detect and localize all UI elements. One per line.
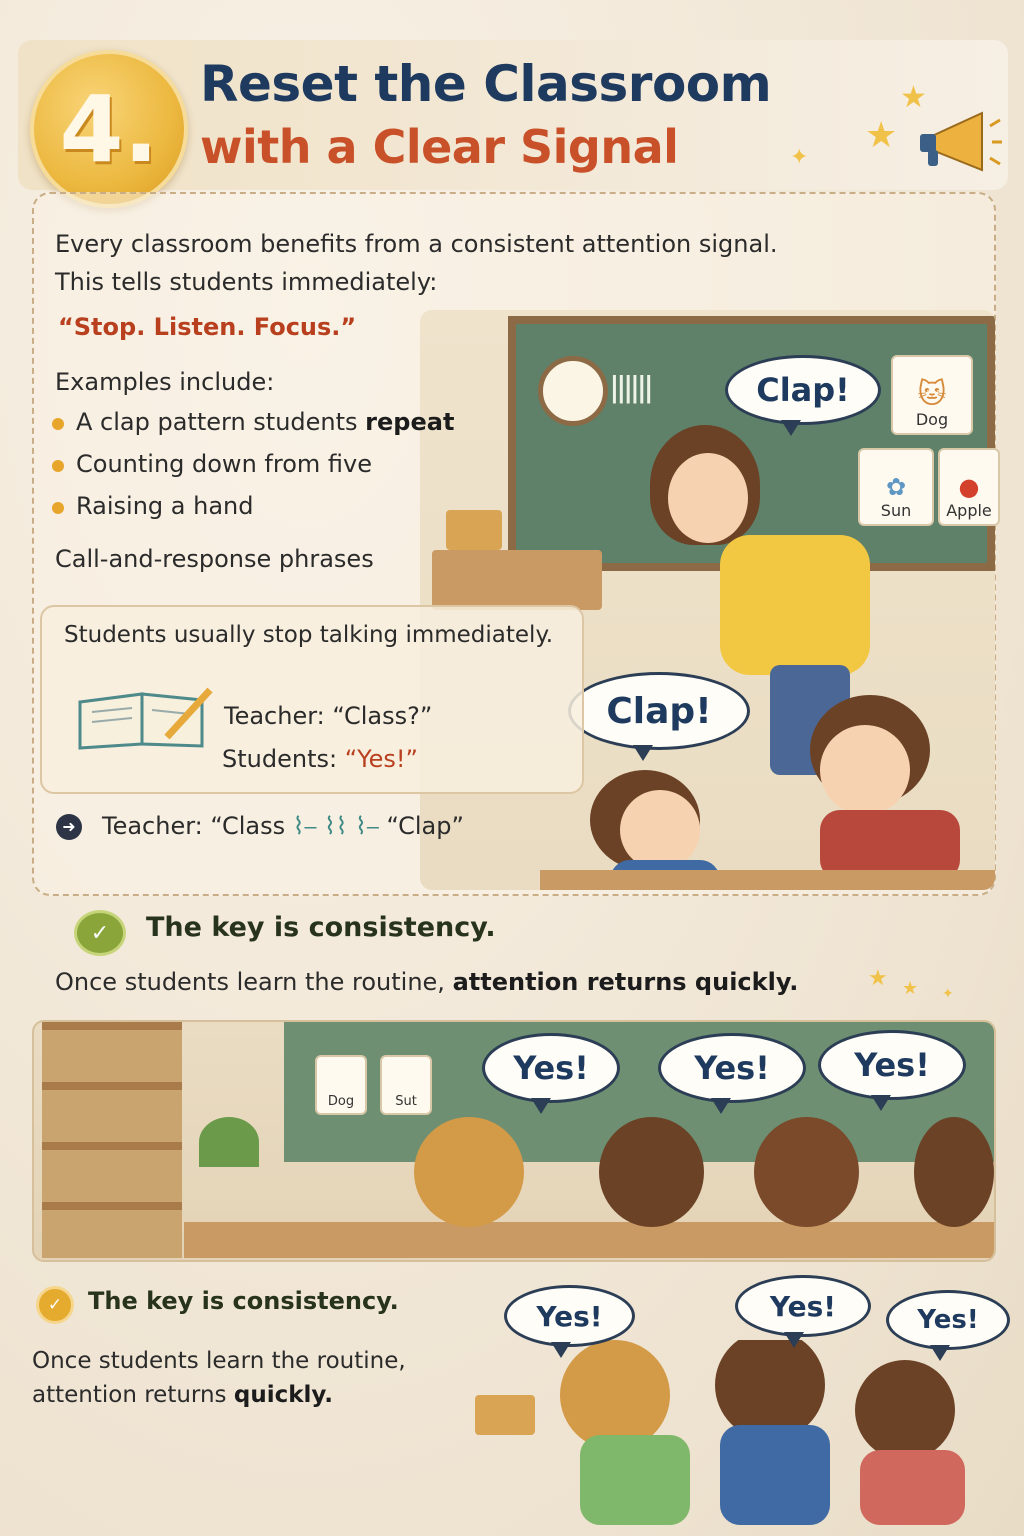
desk	[540, 870, 995, 890]
student-figure	[599, 1117, 704, 1227]
speech-bubble-yes: Yes!	[818, 1030, 966, 1100]
examples-heading: Examples include:	[55, 368, 275, 396]
star-icon: ✦	[942, 986, 954, 1002]
speech-bubble-clap: Clap!	[568, 672, 750, 750]
speech-bubble-clap: Clap!	[725, 355, 881, 425]
vocab-card-apple	[938, 448, 1000, 526]
speech-bubble-yes: Yes!	[482, 1033, 620, 1103]
apple-icon: ●	[958, 473, 980, 501]
pencil-cup-icon	[446, 510, 502, 550]
star-icon: ★	[868, 966, 888, 991]
bullet-dot	[52, 502, 64, 514]
vocab-card-dog	[315, 1055, 367, 1115]
student-figure	[800, 695, 960, 885]
student-shirt	[720, 1425, 830, 1525]
open-book-icon	[72, 682, 217, 752]
wall-clock-icon	[538, 356, 608, 426]
student-figure	[754, 1117, 859, 1227]
key-text-bold: quickly.	[233, 1382, 334, 1408]
student-figure	[855, 1360, 955, 1460]
basket-icon	[475, 1395, 535, 1435]
student-figure	[560, 1340, 670, 1450]
teacher-clap-text: Teacher: “Class	[102, 812, 286, 840]
teacher-clap-line	[102, 812, 464, 840]
star-icon: ★	[865, 115, 898, 156]
vocab-card-label: Apple	[946, 501, 992, 520]
flower-icon: ✿	[885, 473, 907, 501]
key-text	[55, 968, 798, 996]
student-figure	[914, 1117, 994, 1227]
intro-line1: Every classroom benefits from a consistent attention signal.	[55, 230, 778, 258]
potted-plant-icon	[199, 1117, 259, 1167]
teacher-clap-end: “Clap”	[386, 812, 464, 840]
student-figure	[414, 1117, 524, 1227]
speech-bubble-yes: Yes!	[886, 1290, 1010, 1350]
example-item-text: A clap pattern students	[76, 408, 366, 436]
example-item	[76, 408, 454, 436]
key-text-line2	[32, 1382, 333, 1408]
speech-bubble-yes: Yes!	[735, 1275, 871, 1337]
example-extra: Call-and-response phrases	[55, 545, 374, 573]
student-shirt	[580, 1435, 690, 1525]
vocab-card-label: Sun	[880, 501, 912, 520]
section-number-badge	[30, 50, 188, 208]
page-title-line1: Reset the Classroom	[200, 55, 772, 113]
student-shirt	[860, 1450, 965, 1525]
vocab-card-label: Sut	[395, 1094, 417, 1109]
arrow-circle-icon: ➜	[56, 814, 82, 840]
students-reply: “Yes!”	[344, 745, 418, 773]
check-icon: ✓	[74, 910, 126, 956]
cat-face-icon: 🐱	[917, 377, 947, 410]
students-label: Students:	[222, 745, 345, 773]
vocab-card-dog	[891, 355, 973, 435]
section-number: 4.	[59, 75, 159, 183]
desk-row	[184, 1222, 994, 1258]
speech-bubble-yes: Yes!	[504, 1285, 635, 1347]
key-text-prefix: Once students learn the routine,	[55, 968, 453, 996]
teacher-call: Teacher: “Class?”	[224, 702, 433, 730]
students-cheering-scene	[470, 1340, 1000, 1525]
signal-quote: “Stop. Listen. Focus.”	[58, 313, 357, 341]
bullet-dot	[52, 460, 64, 472]
check-icon: ✓	[36, 1286, 74, 1324]
vocab-card-label: Dog	[327, 1094, 355, 1109]
example-item: Counting down from five	[76, 450, 372, 478]
example-item-bold: repeat	[365, 408, 455, 436]
bookshelf	[42, 1022, 182, 1258]
star-icon: ✦	[790, 145, 809, 170]
response-intro: Students usually stop talking immediately.	[64, 622, 554, 648]
intro-line2: This tells students immediately:	[55, 268, 438, 296]
star-icon: ★	[902, 978, 919, 999]
bullet-dot	[52, 418, 64, 430]
key-text-prefix: attention returns	[32, 1382, 234, 1408]
key-text-line1: Once students learn the routine,	[32, 1348, 406, 1374]
key-heading: The key is consistency.	[146, 912, 496, 943]
tally-marks: ǀǀǀǀǀǀ	[610, 370, 652, 405]
vocab-card-label: Dog	[915, 410, 949, 429]
key-heading: The key is consistency.	[88, 1287, 399, 1315]
page-title-line2: with a Clear Signal	[200, 120, 679, 174]
star-icon: ★	[900, 80, 927, 115]
speech-bubble-yes: Yes!	[658, 1033, 806, 1103]
squiggle-marks: ⌇⎯ ⌇⌇ ⌇⎯	[285, 812, 387, 840]
vocab-card-sut	[380, 1055, 432, 1115]
example-item: Raising a hand	[76, 492, 254, 520]
key-text-bold: attention returns quickly.	[452, 968, 799, 996]
vocab-card-sun	[858, 448, 934, 526]
students-response	[222, 745, 418, 773]
megaphone-icon	[912, 108, 1002, 178]
desk	[432, 550, 602, 610]
